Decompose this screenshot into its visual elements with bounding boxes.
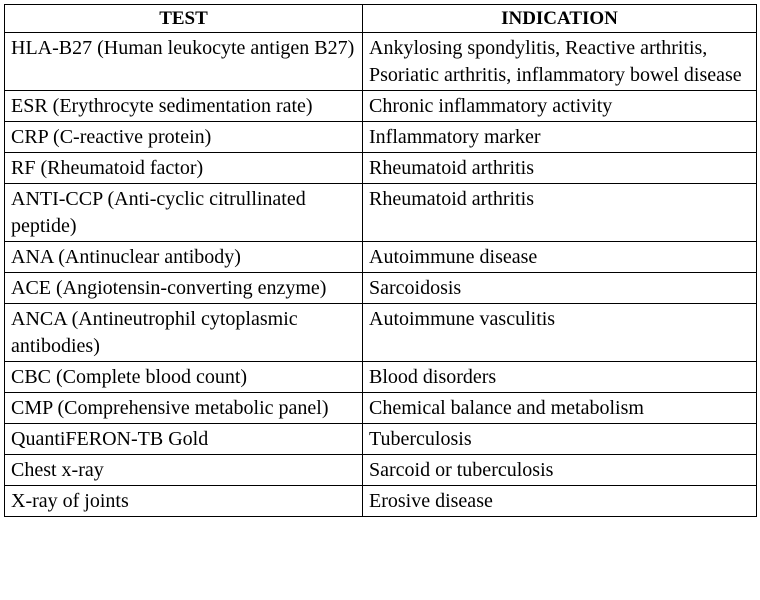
table-row — [5, 393, 757, 424]
table-header-row — [5, 5, 757, 33]
test-cell: Chest x-ray — [5, 455, 363, 486]
table-row — [5, 486, 757, 517]
indication-cell: Ankylosing spondylitis, Reactive arthritis, Psoriatic arthritis, inflammatory bowel disease — [363, 33, 757, 91]
test-cell: RF (Rheumatoid factor) — [5, 153, 363, 184]
indication-cell: Inflammatory marker — [363, 122, 757, 153]
test-cell: CMP (Comprehensive metabolic panel) — [5, 393, 363, 424]
test-cell: ANA (Antinuclear antibody) — [5, 242, 363, 273]
indication-cell: Chronic inflammatory activity — [363, 91, 757, 122]
test-cell: CBC (Complete blood count) — [5, 362, 363, 393]
table-row — [5, 153, 757, 184]
table-row — [5, 242, 757, 273]
table-row — [5, 122, 757, 153]
test-cell: X-ray of joints — [5, 486, 363, 517]
column-header-test: TEST — [5, 5, 363, 33]
indication-cell: Blood disorders — [363, 362, 757, 393]
indication-cell: Autoimmune disease — [363, 242, 757, 273]
table-row — [5, 184, 757, 242]
indication-cell: Sarcoidosis — [363, 273, 757, 304]
test-cell: ESR (Erythrocyte sedimentation rate) — [5, 91, 363, 122]
indication-cell: Rheumatoid arthritis — [363, 153, 757, 184]
indication-cell: Tuberculosis — [363, 424, 757, 455]
indication-cell: Rheumatoid arthritis — [363, 184, 757, 242]
indication-cell: Erosive disease — [363, 486, 757, 517]
table-row — [5, 362, 757, 393]
test-cell: HLA-B27 (Human leukocyte antigen B27) — [5, 33, 363, 91]
test-indication-table — [4, 4, 757, 517]
column-header-indication: INDICATION — [363, 5, 757, 33]
indication-cell: Chemical balance and metabolism — [363, 393, 757, 424]
indication-cell: Autoimmune vasculitis — [363, 304, 757, 362]
table-row — [5, 424, 757, 455]
indication-cell: Sarcoid or tuberculosis — [363, 455, 757, 486]
table-row — [5, 273, 757, 304]
table-row — [5, 91, 757, 122]
table-row — [5, 33, 757, 91]
table-row — [5, 455, 757, 486]
test-cell: ANTI-CCP (Anti-cyclic citrullinated peptide) — [5, 184, 363, 242]
test-cell: CRP (C-reactive protein) — [5, 122, 363, 153]
table-row — [5, 304, 757, 362]
test-cell: QuantiFERON-TB Gold — [5, 424, 363, 455]
test-cell: ACE (Angiotensin-converting enzyme) — [5, 273, 363, 304]
test-cell: ANCA (Antineutrophil cytoplasmic antibodies) — [5, 304, 363, 362]
